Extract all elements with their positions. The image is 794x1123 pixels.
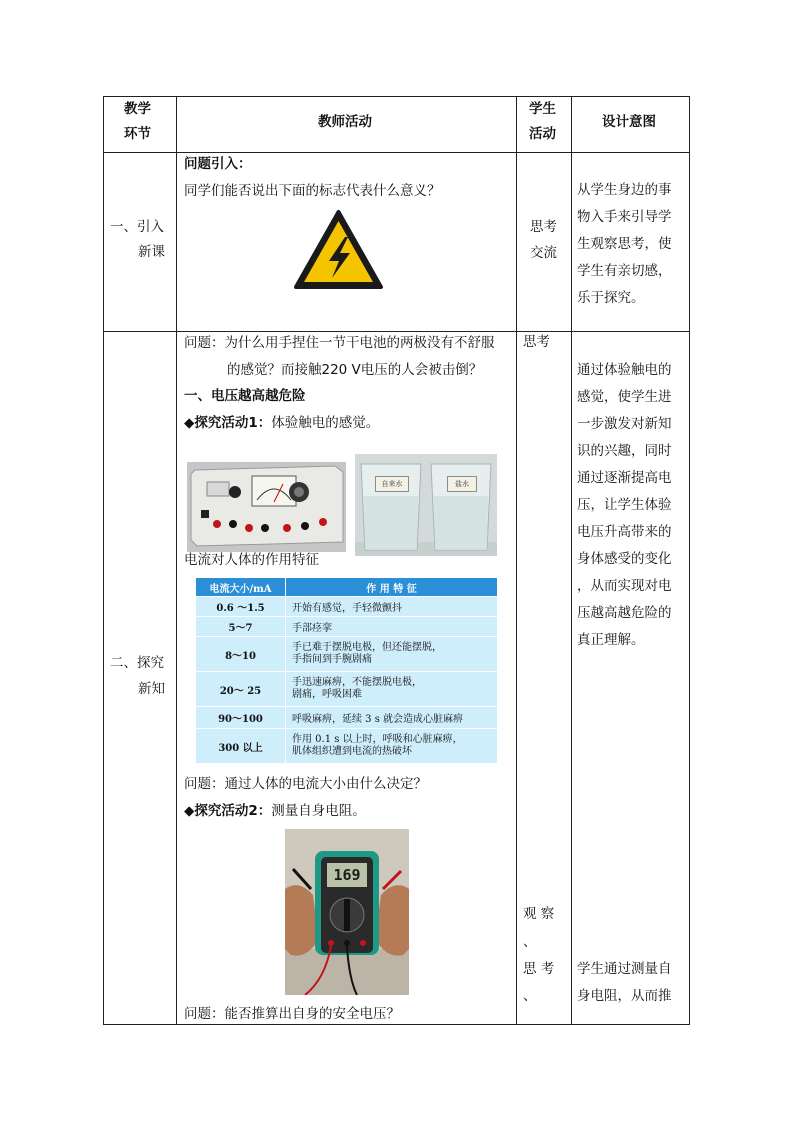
- activity1-text: 体验触电的感觉。: [271, 415, 380, 431]
- section-heading-voltage-danger: 一、电压越高越危险: [184, 388, 306, 404]
- header-col1-line1: 教学: [124, 101, 151, 117]
- table-row: [196, 729, 498, 764]
- row2-question1-line1: 问题：为什么用手捏住一节干电池的两极没有不舒服: [184, 335, 495, 351]
- row2-student-observe: 观 察: [523, 906, 555, 922]
- intent-line: 真正理解。: [577, 632, 645, 648]
- table-row: [196, 597, 498, 617]
- intent-line: 电压升高带来的: [577, 524, 672, 540]
- row1-stage-line2: 新课: [138, 244, 165, 260]
- row2-question1-line2: 的感觉？而接触220 V电压的人会被击倒？: [227, 362, 483, 378]
- row1-title: 问题引入：: [184, 156, 252, 172]
- row2-student-comma1: 、: [523, 934, 537, 950]
- table-cell-current: 90～100: [196, 707, 286, 729]
- activity1: [184, 414, 379, 432]
- table-cell-effect: 呼吸麻痹，延续 3 s 就会造成心脏麻痹: [286, 707, 498, 729]
- row2-stage-line1: 二、探究: [110, 655, 164, 671]
- table-row: [196, 707, 498, 729]
- intent-line: 压越高越危险的: [577, 605, 672, 621]
- row1-intent-line1: 从学生身边的事: [577, 182, 672, 198]
- row2-question3: 问题：能否推算出自身的安全电压？: [184, 1006, 400, 1022]
- table-cell-effect: 作用 0.1 s 以上时，呼吸和心脏麻痹， 肌体组织遭到电流的热破坏: [286, 729, 498, 764]
- activity2-text: 测量自身电阻。: [271, 803, 366, 819]
- table-header-effect: 作 用 特 征: [286, 578, 498, 597]
- intent-line: 通过体验触电的: [577, 362, 672, 378]
- beaker-right-label: 盐水: [447, 476, 477, 492]
- row1-student-line1: 思考: [530, 219, 557, 235]
- table-caption: 电流对人体的作用特征: [184, 552, 319, 568]
- row2-student-think2: 思 考: [523, 961, 555, 977]
- row1-intent-line4: 学生有亲切感，: [577, 263, 672, 279]
- intent-line: 识的兴趣，同时: [577, 443, 672, 459]
- intent-line: 身体感受的变化: [577, 551, 672, 567]
- activity2: [184, 802, 366, 820]
- table-cell-current: 0.6 ～1.5: [196, 597, 286, 617]
- current-effect-table: [195, 577, 498, 766]
- table-row: [196, 672, 498, 707]
- table-cell-current: 20～ 25: [196, 672, 286, 707]
- multimeter-reading: 169: [333, 866, 361, 884]
- intent-line: 一步激发对新知: [577, 416, 672, 432]
- header-col4: 设计意图: [602, 114, 656, 130]
- table-row: [196, 637, 498, 672]
- table-header-current: 电流大小/mA: [196, 578, 286, 597]
- row2-question2: 问题：通过人体的电流大小由什么决定？: [184, 776, 427, 792]
- header-col3-line1: 学生: [529, 101, 556, 117]
- table-cell-effect: 手迅速麻痹，不能摆脱电极， 剧痛，呼吸困难: [286, 672, 498, 707]
- intent-line: 身电阻，从而推: [577, 988, 672, 1004]
- table-cell-effect: 手部痉挛: [286, 617, 498, 637]
- high-voltage-warning-icon: [293, 209, 384, 291]
- row1-stage-line1: 一、引入: [110, 219, 164, 235]
- power-supply-photo: [187, 462, 346, 552]
- row2-student-comma2: 、: [523, 988, 537, 1004]
- row1-student-line2: 交流: [530, 245, 557, 261]
- activity2-label: ◆探究活动2：: [184, 803, 272, 819]
- row1-question: 同学们能否说出下面的标志代表什么意义？: [184, 183, 441, 199]
- row2-stage-line2: 新知: [138, 681, 165, 697]
- table-cell-current: 8～10: [196, 637, 286, 672]
- header-col3-line2: 活动: [529, 126, 556, 142]
- intent-line: ，从而实现对电: [577, 578, 672, 594]
- beaker-left-label: 自来水: [375, 476, 409, 492]
- activity1-label: ◆探究活动1：: [184, 415, 272, 431]
- table-cell-effect: 开始有感觉，手轻微颤抖: [286, 597, 498, 617]
- row1-intent-line2: 物入手来引导学: [577, 209, 672, 225]
- intent-line: 学生通过测量自: [577, 961, 672, 977]
- header-col1-line2: 环节: [124, 126, 151, 142]
- intent-line: 通过逐渐提高电: [577, 470, 672, 486]
- intent-line: 压，让学生体验: [577, 497, 672, 513]
- intent-line: 感觉，使学生进: [577, 389, 672, 405]
- row1-intent-line3: 生观察思考，使: [577, 236, 672, 252]
- table-cell-current: 5～7: [196, 617, 286, 637]
- table-cell-current: 300 以上: [196, 729, 286, 764]
- table-row: [196, 617, 498, 637]
- row1-intent-line5: 乐于探究。: [577, 290, 645, 306]
- multimeter-photo: [285, 829, 409, 995]
- table-cell-effect: 手已难于摆脱电极，但还能摆脱， 手指间到手腕剧痛: [286, 637, 498, 672]
- header-col2: 教师活动: [318, 114, 372, 130]
- beakers-photo: [355, 454, 497, 556]
- row2-student-think: 思考: [523, 334, 550, 350]
